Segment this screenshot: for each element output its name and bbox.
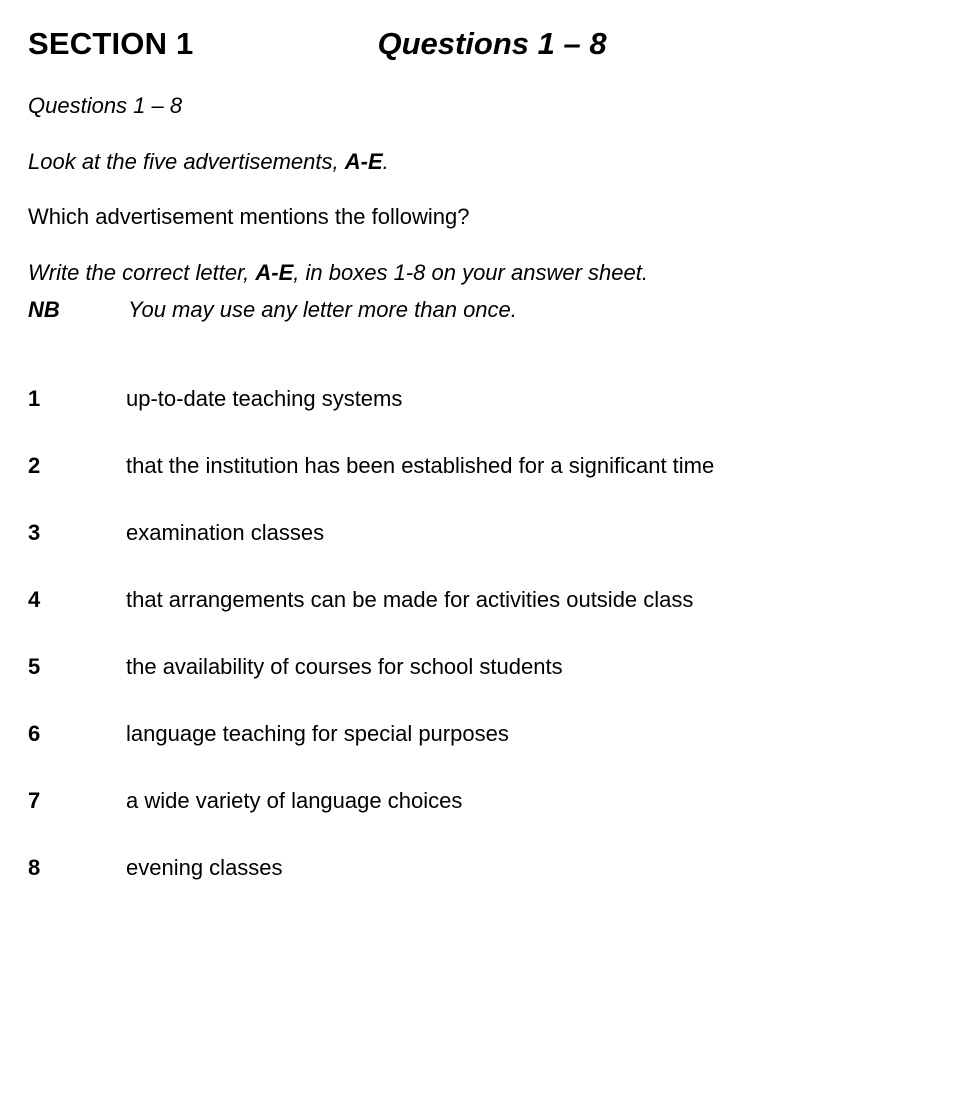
nb-text: You may use any letter more than once. xyxy=(128,297,517,322)
question-item xyxy=(28,587,940,613)
question-item xyxy=(28,855,940,881)
question-text: examination classes xyxy=(126,519,325,545)
question-item xyxy=(28,654,940,680)
header-questions-range: Questions 1 – 8 xyxy=(377,26,607,61)
question-text: that arrangements can be made for activities outside class xyxy=(126,586,694,612)
question-number: 1 xyxy=(28,385,41,411)
question-item xyxy=(28,453,940,479)
question-text: that the institution has been established for a significant time xyxy=(126,452,715,478)
question-list xyxy=(28,386,940,881)
look-at-prefix: Look at the five advertisements, xyxy=(28,148,345,174)
write-letters: A-E xyxy=(255,259,294,285)
question-number: 3 xyxy=(28,519,41,545)
questions-label: Questions 1 – 8 xyxy=(28,93,183,118)
question-item xyxy=(28,788,940,814)
look-at-letters: A-E xyxy=(344,148,383,174)
question-number: 5 xyxy=(28,653,41,679)
which-advertisement-question: Which advertisement mentions the following? xyxy=(28,204,470,229)
write-prefix: Write the correct letter, xyxy=(28,259,256,285)
look-at-suffix: . xyxy=(382,148,389,174)
question-text: evening classes xyxy=(126,854,283,880)
question-text: up-to-date teaching systems xyxy=(126,385,403,411)
nb-label: NB xyxy=(28,297,60,322)
question-text: a wide variety of language choices xyxy=(126,787,463,813)
look-at-instruction xyxy=(28,148,940,176)
page-header xyxy=(28,26,940,62)
question-number: 8 xyxy=(28,854,41,880)
question-number: 4 xyxy=(28,586,41,612)
question-text: language teaching for special purposes xyxy=(126,720,509,746)
nb-note xyxy=(28,296,940,324)
question-item xyxy=(28,386,940,412)
instructions-block xyxy=(28,92,940,324)
question-text: the availability of courses for school students xyxy=(126,653,563,679)
question-number: 6 xyxy=(28,720,41,746)
question-number: 2 xyxy=(28,452,41,478)
question-item xyxy=(28,520,940,546)
write-suffix: , in boxes 1-8 on your answer sheet. xyxy=(293,259,648,285)
question-item xyxy=(28,721,940,747)
question-number: 7 xyxy=(28,787,41,813)
section-title: SECTION 1 xyxy=(28,26,194,61)
write-letter-instruction xyxy=(28,259,940,287)
